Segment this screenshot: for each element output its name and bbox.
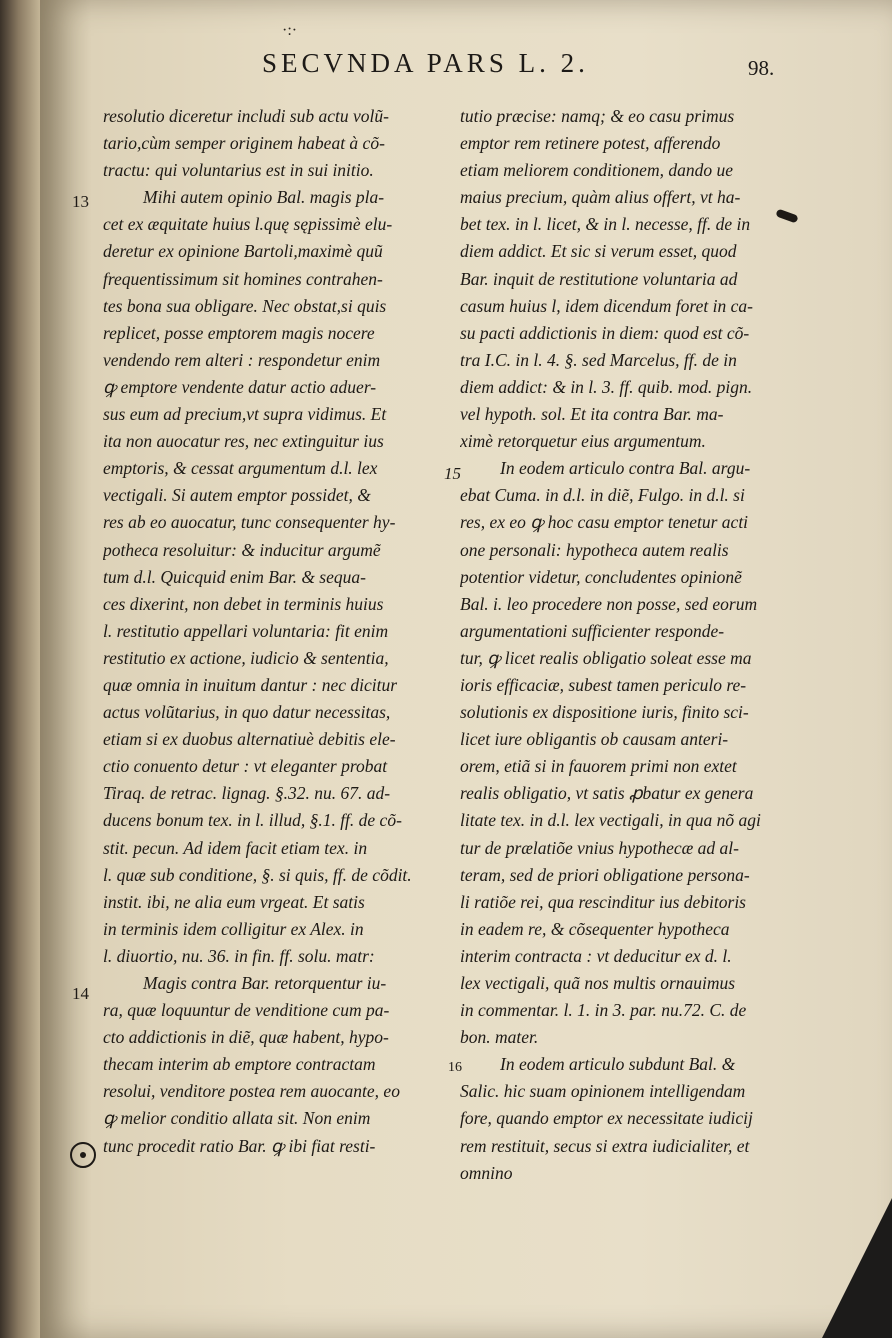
text-line: res, ex eo ꝙ hoc casu emptor tenetur acti [460, 512, 749, 533]
text-line: ꝙ melior conditio allata sit. Non enim [103, 1108, 371, 1129]
section-number-16: 16 [448, 1060, 462, 1075]
text-line: etiam si ex duobus alternatiuè debitis ele- [103, 729, 396, 750]
text-line: diem addict: & in l. 3. ff. quib. mod. pign. [460, 376, 753, 397]
text-line: bet tex. in l. licet, & in l. necesse, ff. de in [460, 214, 751, 235]
text-line: resolutio diceretur includi sub actu volũ- [103, 106, 389, 126]
text-line: tur, ꝙ licet realis obligatio soleat esse ma [460, 647, 752, 668]
section-number-15: 15 [444, 464, 461, 483]
torn-corner [822, 1198, 892, 1338]
text-line: quæ omnia in inuitum dantur : nec dicitur [103, 674, 398, 695]
text-line: realis obligatio, vt satis ꝓbatur ex genera [460, 783, 754, 804]
text-line: tra I.C. in l. 4. §. sed Marcelus, ff. de in [460, 349, 737, 370]
text-line: In eodem articulo contra Bal. argu- [500, 458, 751, 479]
text-line: one personali: hypotheca autem realis [460, 539, 729, 560]
text-line: vendendo rem alteri : respondetur enim [103, 349, 381, 370]
text-line: l. diuortio, nu. 36. in fin. ff. solu. matr: [103, 945, 375, 966]
text-line: tractu: qui voluntarius est in sui initio. [103, 160, 374, 181]
text-line: argumentationi sufficienter responde- [460, 620, 725, 641]
text-line: Bal. i. leo procedere non posse, sed eorum [460, 593, 758, 614]
text-line: instit. ibi, ne alia eum vrgeat. Et satis [103, 891, 365, 912]
text-line: solutionis ex dispositione iuris, finito sci- [460, 702, 749, 723]
text-line: li ratiõe rei, qua rescinditur ius debitoris [460, 891, 746, 912]
text-line: restitutio ex actione, iudicio & sententia, [103, 647, 389, 668]
text-line: l. restitutio appellari voluntaria: fit enim [103, 620, 389, 641]
text-line: etiam meliorem conditionem, dando ue [460, 160, 733, 181]
text-line: in commentar. l. 1. in 3. par. nu.72. C. de [460, 1000, 747, 1021]
margin-circle-mark [70, 1142, 96, 1168]
text-line: omnino [460, 1162, 513, 1183]
text-line: rem restituit, secus si extra iudicialiter, et [460, 1135, 750, 1156]
section-number-13: 13 [72, 192, 89, 211]
text-line: In eodem articulo subdunt Bal. & [500, 1054, 736, 1075]
text-line: tutio præcise: namq; & eo casu primus [460, 106, 735, 126]
section-number-14: 14 [72, 984, 89, 1003]
text-line: l. quæ sub conditione, §. si quis, ff. de cõdit. [103, 864, 412, 885]
text-line: litate tex. in d.l. lex vectigali, in qua nõ agi [460, 810, 761, 831]
text-line: potentior videtur, concludentes opinionẽ [460, 566, 742, 587]
text-line: actus volũtarius, in quo datur necessitas, [103, 702, 391, 723]
text-line: cet ex æquitate huius l.quę sępissimè elu- [103, 214, 393, 235]
text-line: ctio conuento detur : vt eleganter probat [103, 756, 388, 777]
page-number: 98. [748, 56, 775, 80]
text-line: potheca resoluitur: & inducitur argumẽ [103, 539, 381, 560]
text-line: tes bona sua obligare. Nec obstat,si quis [103, 295, 387, 316]
text-line: ebat Cuma. in d.l. in diẽ, Fulgo. in d.l. si [460, 485, 745, 506]
text-line: ra, quæ loquuntur de venditione cum pa- [103, 1000, 390, 1021]
header-ornament: ·:· [282, 22, 298, 39]
text-line: emptor rem retinere potest, afferendo [460, 133, 721, 154]
text-line: su pacti addictionis in diem: quod est cõ- [460, 322, 750, 343]
text-line: lex vectigali, quã nos multis ornauimus [460, 973, 736, 993]
text-line: casum huius l, idem dicendum foret in ca- [460, 295, 753, 316]
text-line: sus eum ad precium,vt supra vidimus. Et [103, 404, 387, 425]
text-line: tario,cùm semper originem habeat à cõ- [103, 133, 385, 154]
text-line: teram, sed de priori obligatione persona- [460, 864, 750, 885]
text-line: diem addict. Et sic si verum esset, quod [460, 241, 737, 262]
text-line: thecam interim ab emptore contractam [103, 1054, 376, 1075]
text-line: maius precium, quàm alius offert, vt ha- [460, 187, 741, 208]
text-line: Bar. inquit de restitutione voluntaria ad [460, 268, 738, 289]
text-line: ximè retorquetur eius argumentum. [460, 431, 706, 452]
text-line: vectigali. Si autem emptor possidet, & [103, 485, 371, 506]
right-text-column [460, 103, 796, 1187]
text-line: interim contracta : vt deducitur ex d. l. [460, 945, 732, 966]
text-line: ducens bonum tex. in l. illud, §.1. ff. de cõ- [103, 810, 402, 831]
text-line: orem, etiã si in fauorem primi non extet [460, 756, 737, 777]
text-line: Magis contra Bar. retorquentur iu- [143, 973, 387, 993]
text-line: stit. pecun. Ad idem facit etiam tex. in [103, 837, 368, 858]
text-line: ioris efficaciæ, subest tamen periculo re- [460, 674, 747, 695]
text-line: bon. mater. [460, 1027, 539, 1048]
text-line: in eadem re, & cõsequenter hypotheca [460, 918, 730, 939]
text-line: ita non auocatur res, nec extinguitur ius [103, 431, 384, 452]
text-line: Salic. hic suam opinionem intelligendam [460, 1081, 746, 1102]
text-line: in terminis idem colligitur ex Alex. in [103, 918, 364, 939]
text-line: tur de prælatiõe vnius hypothecæ ad al- [460, 837, 739, 858]
text-line: cto addictionis in diẽ, quæ habent, hypo- [103, 1027, 389, 1048]
text-line: fore, quando emptor ex necessitate iudicij [460, 1108, 753, 1129]
text-line: resolui, venditore postea rem auocante, eo [103, 1081, 400, 1102]
text-line: deretur ex opinione Bartoli,maximè quũ [103, 241, 383, 262]
text-line: licet iure obligantis ob causam anteri- [460, 729, 729, 750]
text-line: tunc procedit ratio Bar. ꝙ ibi fiat resti- [103, 1135, 376, 1156]
text-line: tum d.l. Quicquid enim Bar. & sequa- [103, 566, 366, 587]
running-title: SECVNDA PARS L. 2. [262, 48, 589, 78]
text-line: vel hypoth. sol. Et ita contra Bar. ma- [460, 404, 724, 425]
text-line: frequentissimum sit homines contrahen- [103, 268, 383, 289]
left-text-column [103, 103, 415, 1160]
text-line: res ab eo auocatur, tunc consequenter hy- [103, 512, 396, 533]
text-line: emptoris, & cessat argumentum d.l. lex [103, 458, 378, 479]
text-line: replicet, posse emptorem magis nocere [103, 322, 375, 343]
text-line: Mihi autem opinio Bal. magis pla- [143, 187, 385, 208]
text-line: Tiraq. de retrac. lignag. §.32. nu. 67. ad- [103, 783, 391, 804]
text-line: ꝙ emptore vendente datur actio aduer- [103, 376, 377, 397]
text-line: ces dixerint, non debet in terminis huius [103, 593, 384, 614]
